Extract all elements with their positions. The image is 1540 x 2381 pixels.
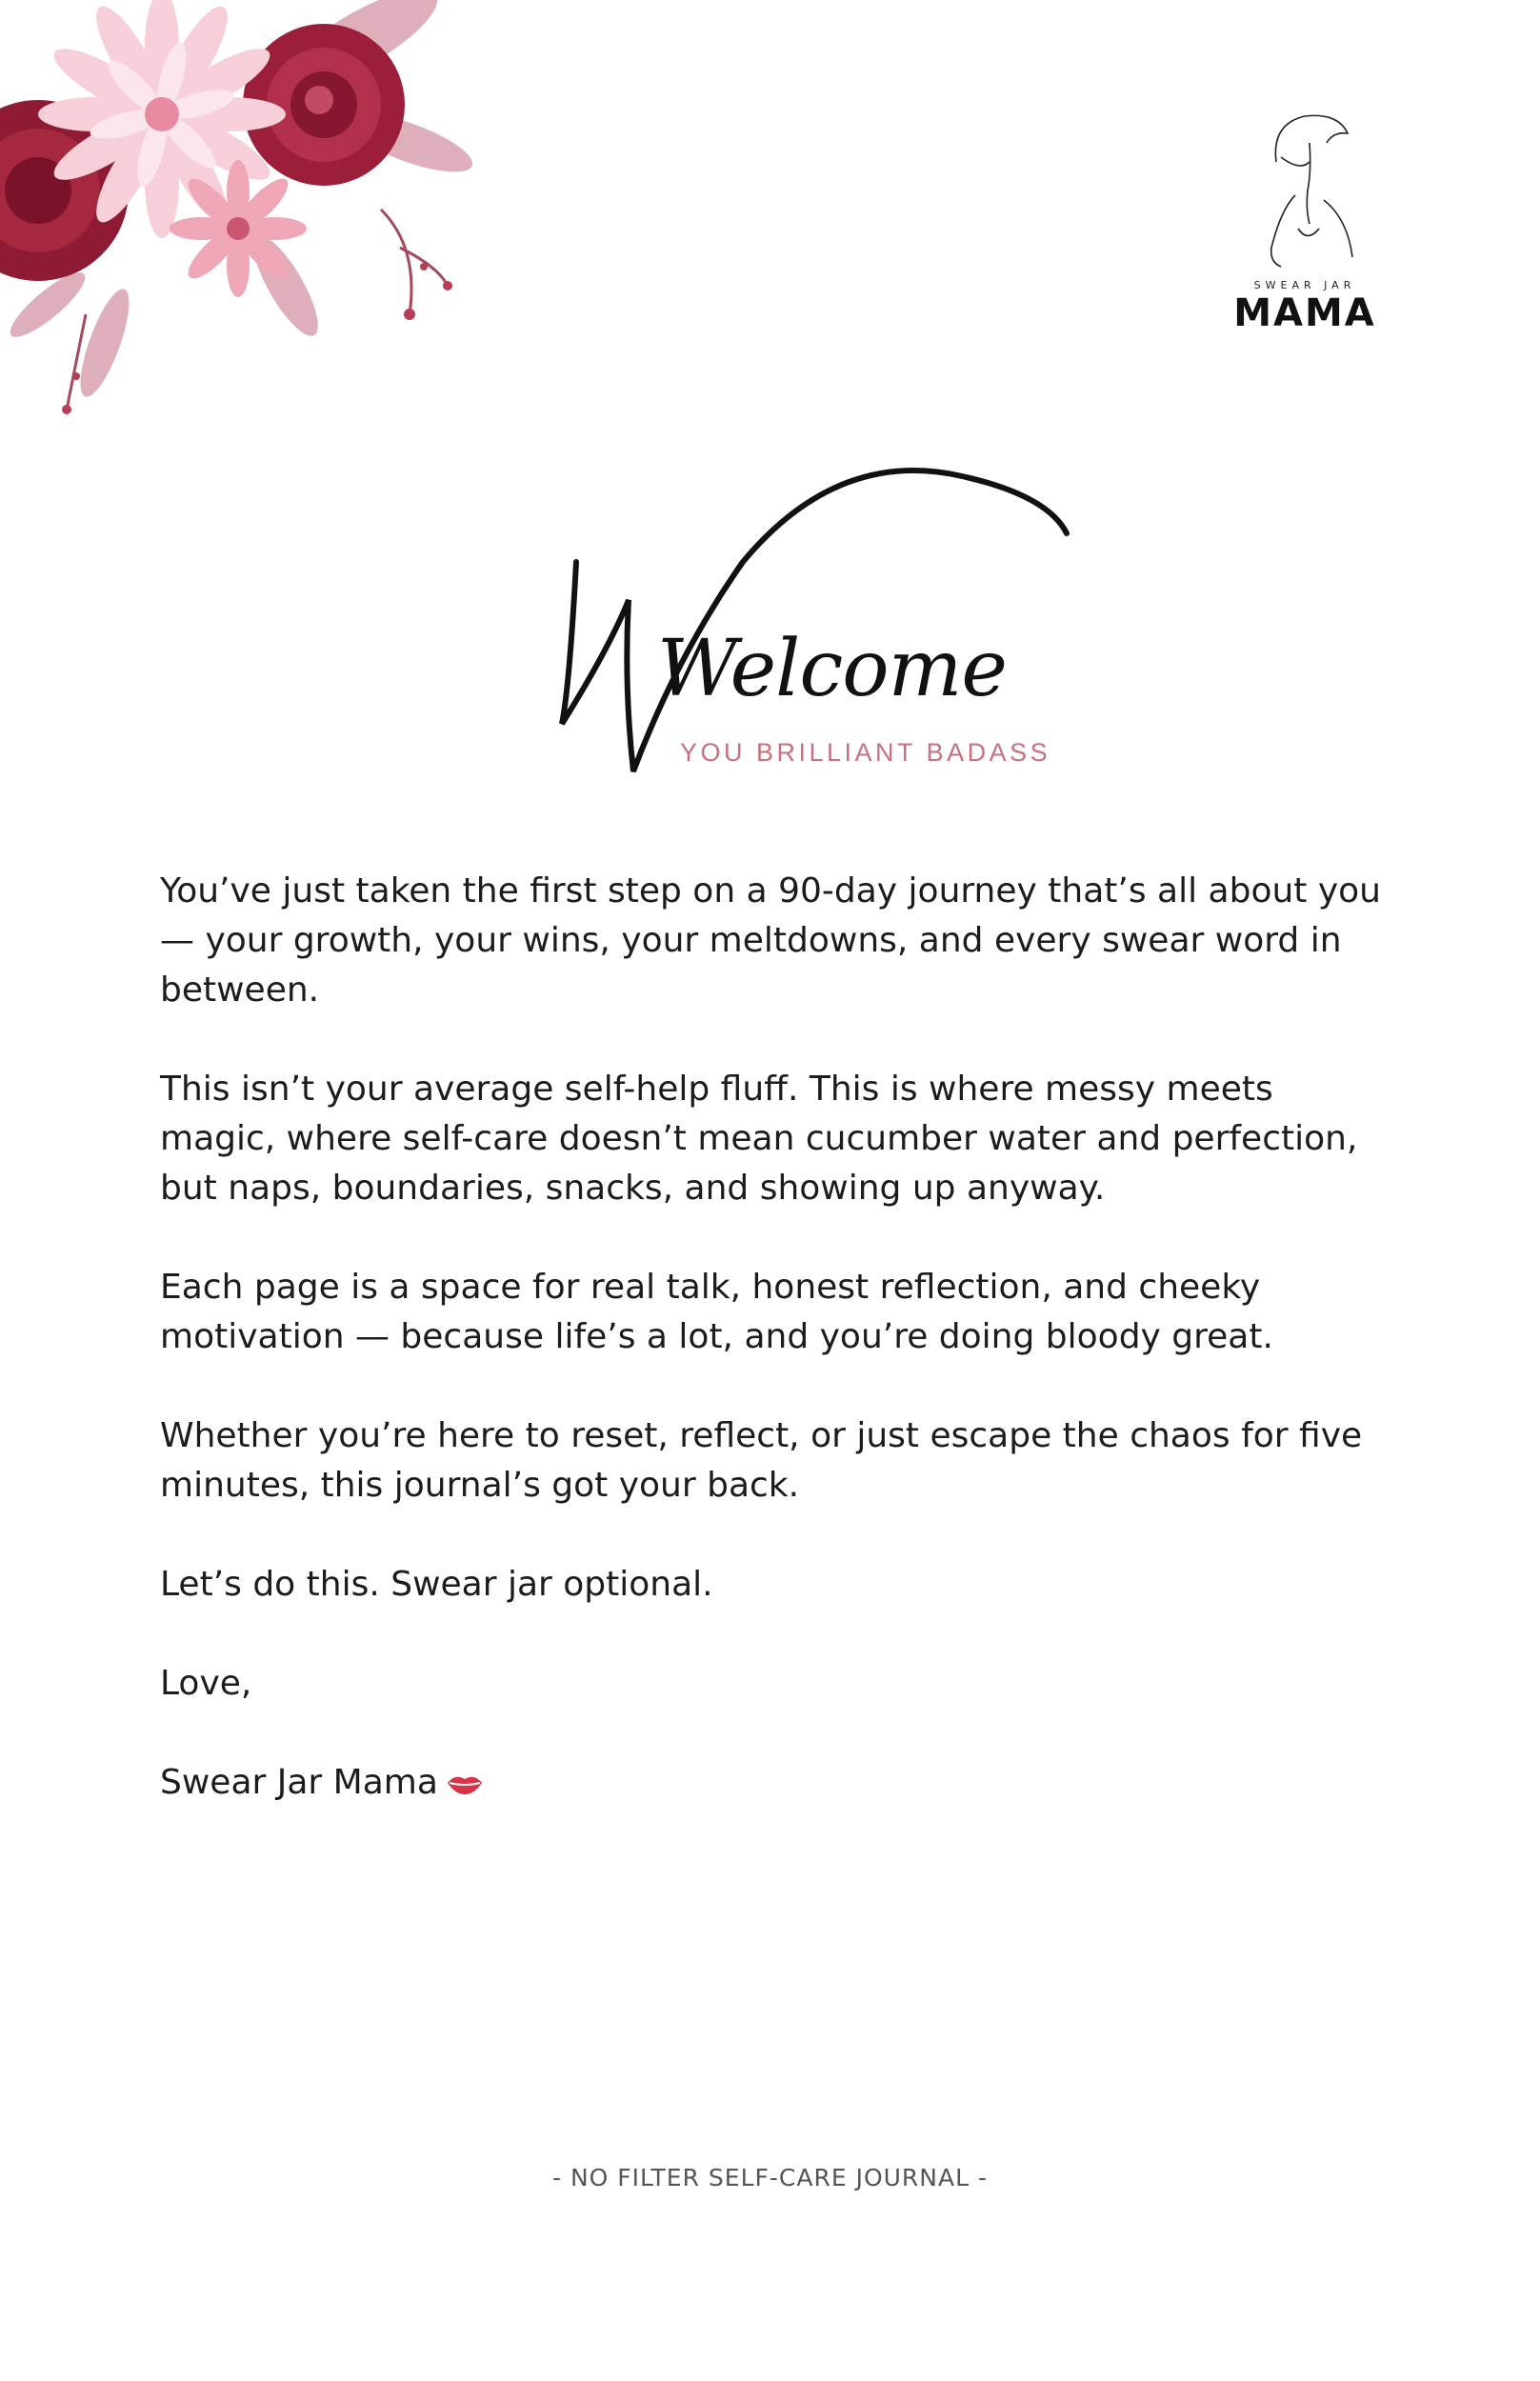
floral-decoration: [0, 0, 495, 419]
paragraph: Whether you’re here to reset, reflect, or just escape the chaos for five minutes, this journal’s got your back.: [160, 1416, 1363, 1505]
footer-text: - NO FILTER SELF-CARE JOURNAL -: [551, 2164, 988, 2191]
paragraph: Love,: [160, 1664, 252, 1703]
paragraph: Each page is a space for real talk, honest reflection, and cheeky motivation — because life’s a lot, and you’re doing bloody great.: [160, 1268, 1273, 1356]
paragraph: This isn’t your average self-help fluff. This is where messy meets magic, where self-care doesn’t mean cucumber water and perfection, but naps, boundaries, snacks, and showing up anyway.: [160, 1070, 1358, 1208]
woman-silhouette-icon: [1243, 105, 1367, 271]
brand-logo: [1219, 105, 1390, 343]
brand-small-text: SWEAR JAR: [1253, 279, 1356, 291]
paragraph: Let’s do this. Swear jar optional.: [160, 1565, 713, 1604]
letter-body: [160, 867, 1389, 1857]
paragraph: You’ve just taken the first step on a 90-day journey that’s all about you — your growth, your wins, your meltdowns, and every swear word in between.: [160, 871, 1381, 1010]
kiss-lips-icon: [446, 1771, 484, 1796]
signature-line: [160, 1758, 1389, 1808]
brand-big-text: MAMA: [1233, 291, 1376, 335]
welcome-title: Welcome: [657, 624, 1007, 714]
subtitle: YOU BRILLIANT BADASS: [680, 738, 1051, 767]
signature: Swear Jar Mama: [160, 1763, 438, 1802]
